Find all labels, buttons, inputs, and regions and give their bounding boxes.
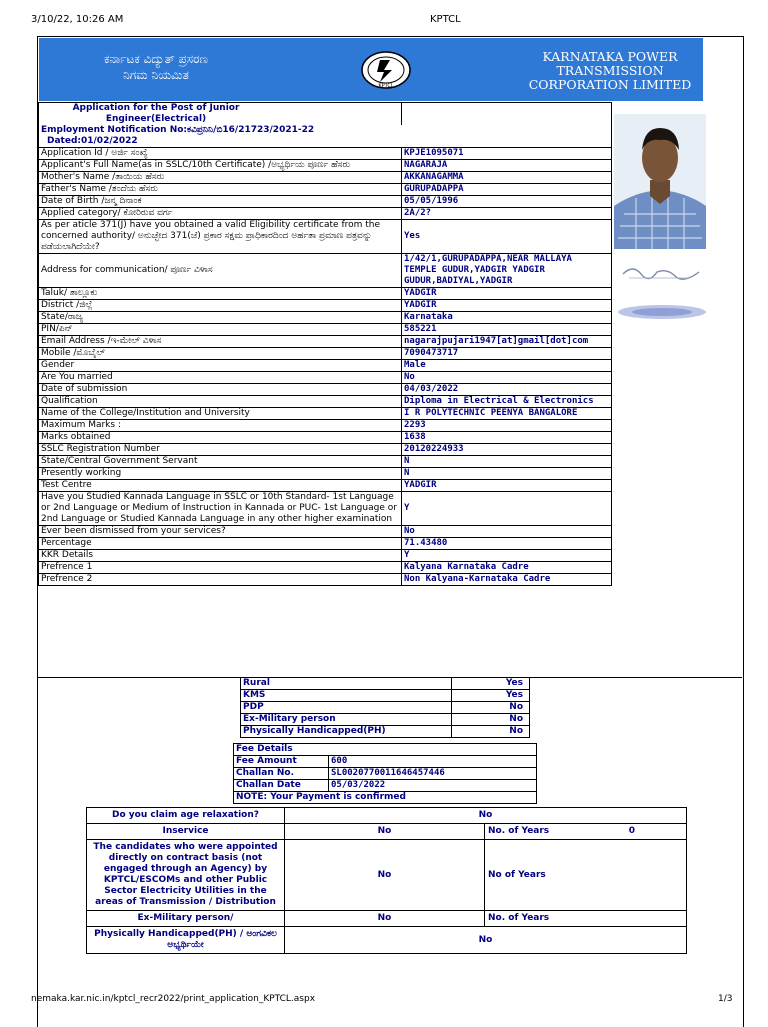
payment-note: NOTE: Your Payment is confirmed <box>234 792 537 804</box>
field-row <box>39 160 612 172</box>
field-row <box>39 574 612 586</box>
field-label: Date of submission <box>39 384 402 396</box>
extra-value: No <box>452 726 530 738</box>
field-label: Mobile /ಮೊಬೈಲ್ <box>39 348 402 360</box>
field-label: Mother's Name /ತಾಯಿಯ ಹೆಸರು <box>39 172 402 184</box>
inservice-years: No. of Years 0 <box>485 824 687 840</box>
field-label: SSLC Registration Number <box>39 444 402 456</box>
challan-no-value: SL0020770011646457446 <box>329 768 537 780</box>
field-row <box>39 288 612 300</box>
field-row <box>39 312 612 324</box>
field-value: N <box>402 456 612 468</box>
field-row <box>39 444 612 456</box>
field-value: Kalyana Karnataka Cadre <box>402 562 612 574</box>
print-title: KPTCL <box>430 14 461 25</box>
field-value: KPJE1095071 <box>402 148 612 160</box>
extra-label: Ex-Military person <box>241 714 452 726</box>
field-value: YADGIR <box>402 480 612 492</box>
field-label: Application Id / ಅರ್ಜಿ ಸಂಖ್ಯೆ <box>39 148 402 160</box>
field-row <box>39 172 612 184</box>
field-row <box>39 254 612 288</box>
age-claim-label: Do you claim age relaxation? <box>87 808 285 824</box>
field-row <box>39 196 612 208</box>
field-value: N <box>402 468 612 480</box>
form-heading-row <box>39 103 612 126</box>
extra-row <box>241 726 530 738</box>
field-row <box>39 324 612 336</box>
fee-heading: Fee Details <box>234 744 537 756</box>
extra-details-table <box>240 677 530 738</box>
print-url: nemaka.kar.nic.in/kptcl_recr2022/print_application_KPTCL.aspx <box>31 994 316 1004</box>
field-row <box>39 456 612 468</box>
age-relaxation-table <box>86 807 687 954</box>
field-row <box>39 184 612 196</box>
field-label: Presently working <box>39 468 402 480</box>
field-row <box>39 432 612 444</box>
field-row <box>39 360 612 372</box>
field-value: 04/03/2022 <box>402 384 612 396</box>
field-label: Father's Name /ತಂದೆಯ ಹೆಸರು <box>39 184 402 196</box>
field-label: State/Central Government Servant <box>39 456 402 468</box>
ex-military-value: No <box>285 911 485 927</box>
field-value: 7090473717 <box>402 348 612 360</box>
ex-military-label: Ex-Military person/ <box>87 911 285 927</box>
field-label: Are You married <box>39 372 402 384</box>
field-row <box>39 384 612 396</box>
ex-military-years-label: No. of Years <box>485 911 687 927</box>
contract-label: The candidates who were appointed directly on contract basis (not engaged through an Agency) by KPTCL/ESCOMs and other Public Sector Electricity Utilities in the areas of Transmission / Distribution <box>87 840 285 911</box>
field-row <box>39 408 612 420</box>
field-value: Y <box>402 550 612 562</box>
ph-label: Physically Handicapped(PH) / ಅಂಗವಿಕಲ ಅಭ್ಯರ್ಥಿಯೇ <box>87 927 285 954</box>
kptcl-logo-icon <box>360 50 412 90</box>
field-row <box>39 480 612 492</box>
contract-years-label: No of Years <box>485 840 687 911</box>
field-label: Prefrence 2 <box>39 574 402 586</box>
field-row <box>39 336 612 348</box>
fee-amount-label: Fee Amount <box>234 756 329 768</box>
field-row <box>39 492 612 526</box>
ph-value: No <box>285 927 687 954</box>
field-row <box>39 550 612 562</box>
inservice-value: No <box>285 824 485 840</box>
field-value: Diploma in Electrical & Electronics <box>402 396 612 408</box>
extra-value: No <box>452 714 530 726</box>
field-value: 585221 <box>402 324 612 336</box>
extra-value: Yes <box>452 678 530 690</box>
field-value: 71.43480 <box>402 538 612 550</box>
field-row <box>39 538 612 550</box>
signature-image <box>619 262 707 284</box>
field-label: Have you Studied Kannada Language in SSLC or 10th Standard- 1st Language or 2nd Language or Medium of Instruction in Kannada or PUC- 1st Language or 2nd Language or Studied Kannada Language in any other higher examination <box>39 492 402 526</box>
field-value: 1/42/1,GURUPADAPPA,NEAR MALLAYA TEMPLE GUDUR,YADGIR YADGIR GUDUR,BADIYAL,YADGIR <box>402 254 612 288</box>
field-value: 2A/2? <box>402 208 612 220</box>
field-row <box>39 372 612 384</box>
field-label: Taluk/ ತಾಲ್ಲೂಕು <box>39 288 402 300</box>
age-claim-value: No <box>285 808 687 824</box>
extra-label: Rural <box>241 678 452 690</box>
field-row <box>39 420 612 432</box>
field-value: NAGARAJA <box>402 160 612 172</box>
field-value: nagarajpujari1947[at]gmail[dot]com <box>402 336 612 348</box>
field-label: District /ಜಿಲ್ಲೆ <box>39 300 402 312</box>
field-label: Gender <box>39 360 402 372</box>
field-label: PIN/ಪಿನ್ <box>39 324 402 336</box>
field-value: GURUPADAPPA <box>402 184 612 196</box>
extra-row <box>241 702 530 714</box>
extra-label: Physically Handicapped(PH) <box>241 726 452 738</box>
kannada-org-name: ಕರ್ನಾಟಕ ವಿದ್ಯುತ್ ಪ್ರಸರಣ ನಿಗಮ ನಿಯಮಿತ <box>103 52 209 82</box>
challan-date-value: 05/03/2022 <box>329 780 537 792</box>
challan-date-label: Challan Date <box>234 780 329 792</box>
field-value: No <box>402 372 612 384</box>
field-label: Qualification <box>39 396 402 408</box>
field-label: Date of Birth /ಜನ್ಮ ದಿನಾಂಕ <box>39 196 402 208</box>
contract-value: No <box>285 840 485 911</box>
field-value: No <box>402 526 612 538</box>
field-value: I R POLYTECHNIC PEENYA BANGALORE <box>402 408 612 420</box>
extra-row <box>241 678 530 690</box>
field-row <box>39 148 612 160</box>
applicant-photo <box>614 114 706 249</box>
field-row <box>39 220 612 254</box>
field-value: 05/05/1996 <box>402 196 612 208</box>
field-label: Maximum Marks : <box>39 420 402 432</box>
extra-value: No <box>452 702 530 714</box>
thumb-impression-image <box>617 303 707 321</box>
field-label: Name of the College/Institution and University <box>39 408 402 420</box>
field-label: Ever been dismissed from your services? <box>39 526 402 538</box>
svg-text:KPTCL: KPTCL <box>378 83 394 89</box>
form-heading: Application for the Post of Junior Engineer(Electrical) <box>39 103 402 126</box>
field-label: Applicant's Full Name(as in SSLC/10th Certificate) /ಅಭ್ಯರ್ಥಿಯ ಪೂರ್ಣ ಹೆಸರು <box>39 160 402 172</box>
field-value: Non Kalyana-Karnataka Cadre <box>402 574 612 586</box>
field-label: Test Centre <box>39 480 402 492</box>
field-value: AKKANAGAMMA <box>402 172 612 184</box>
field-label: State/ರಾಜ್ಯ <box>39 312 402 324</box>
application-table <box>38 102 612 586</box>
header-banner <box>39 38 703 101</box>
field-value: Male <box>402 360 612 372</box>
field-row <box>39 208 612 220</box>
field-value: 2293 <box>402 420 612 432</box>
inservice-label: Inservice <box>87 824 285 840</box>
field-row <box>39 396 612 408</box>
field-label: As per aticle 371(J) have you obtained a valid Eligibility certificate from the concerned authority/ ಅನುಚ್ಛೇದ 371(ಜೆ) ಪ್ರಕಾರ ಸಕ್ಷಮ ಪ್ರಾಧಿಕಾರದಿಂದ ಅರ್ಹತಾ ಪ್ರಮಾಣ ಪತ್ರವನ್ನು ಪಡೆಯಲಾಗಿದೆಯೇ? <box>39 220 402 254</box>
field-label: Marks obtained <box>39 432 402 444</box>
extra-row <box>241 690 530 702</box>
field-label: Applied category/ ಕೋರಿರುವ ವರ್ಗ <box>39 208 402 220</box>
extra-value: Yes <box>452 690 530 702</box>
notification-row <box>39 125 612 148</box>
notification-number: Employment Notification No:ಕವಿಪ್ರನಿನಿ/ಬಿ16/21723/2021-22 Dated:01/02/2022 <box>39 125 402 148</box>
fee-amount-value: 600 <box>329 756 537 768</box>
field-value: Karnataka <box>402 312 612 324</box>
field-label: Percentage <box>39 538 402 550</box>
field-label: Email Address /ಇ-ಮೇಲ್ ವಿಳಾಸ <box>39 336 402 348</box>
field-value: YADGIR <box>402 288 612 300</box>
extra-label: KMS <box>241 690 452 702</box>
field-label: KKR Details <box>39 550 402 562</box>
challan-no-label: Challan No. <box>234 768 329 780</box>
field-value: 1638 <box>402 432 612 444</box>
field-value: Y <box>402 492 612 526</box>
field-value: YADGIR <box>402 300 612 312</box>
field-row <box>39 348 612 360</box>
field-row <box>39 468 612 480</box>
field-row <box>39 300 612 312</box>
field-label: Prefrence 1 <box>39 562 402 574</box>
print-datetime: 3/10/22, 10:26 AM <box>31 14 124 25</box>
field-row <box>39 526 612 538</box>
page-number: 1/3 <box>718 994 733 1004</box>
english-org-name: KARNATAKA POWER TRANSMISSION CORPORATION LIMITED <box>528 49 692 92</box>
field-value: Yes <box>402 220 612 254</box>
extra-row <box>241 714 530 726</box>
fee-details-table <box>233 743 537 804</box>
field-row <box>39 562 612 574</box>
field-label: Address for communication/ ಪೂರ್ಣ ವಿಳಾಸ <box>39 254 402 288</box>
extra-label: PDP <box>241 702 452 714</box>
field-value: 20120224933 <box>402 444 612 456</box>
